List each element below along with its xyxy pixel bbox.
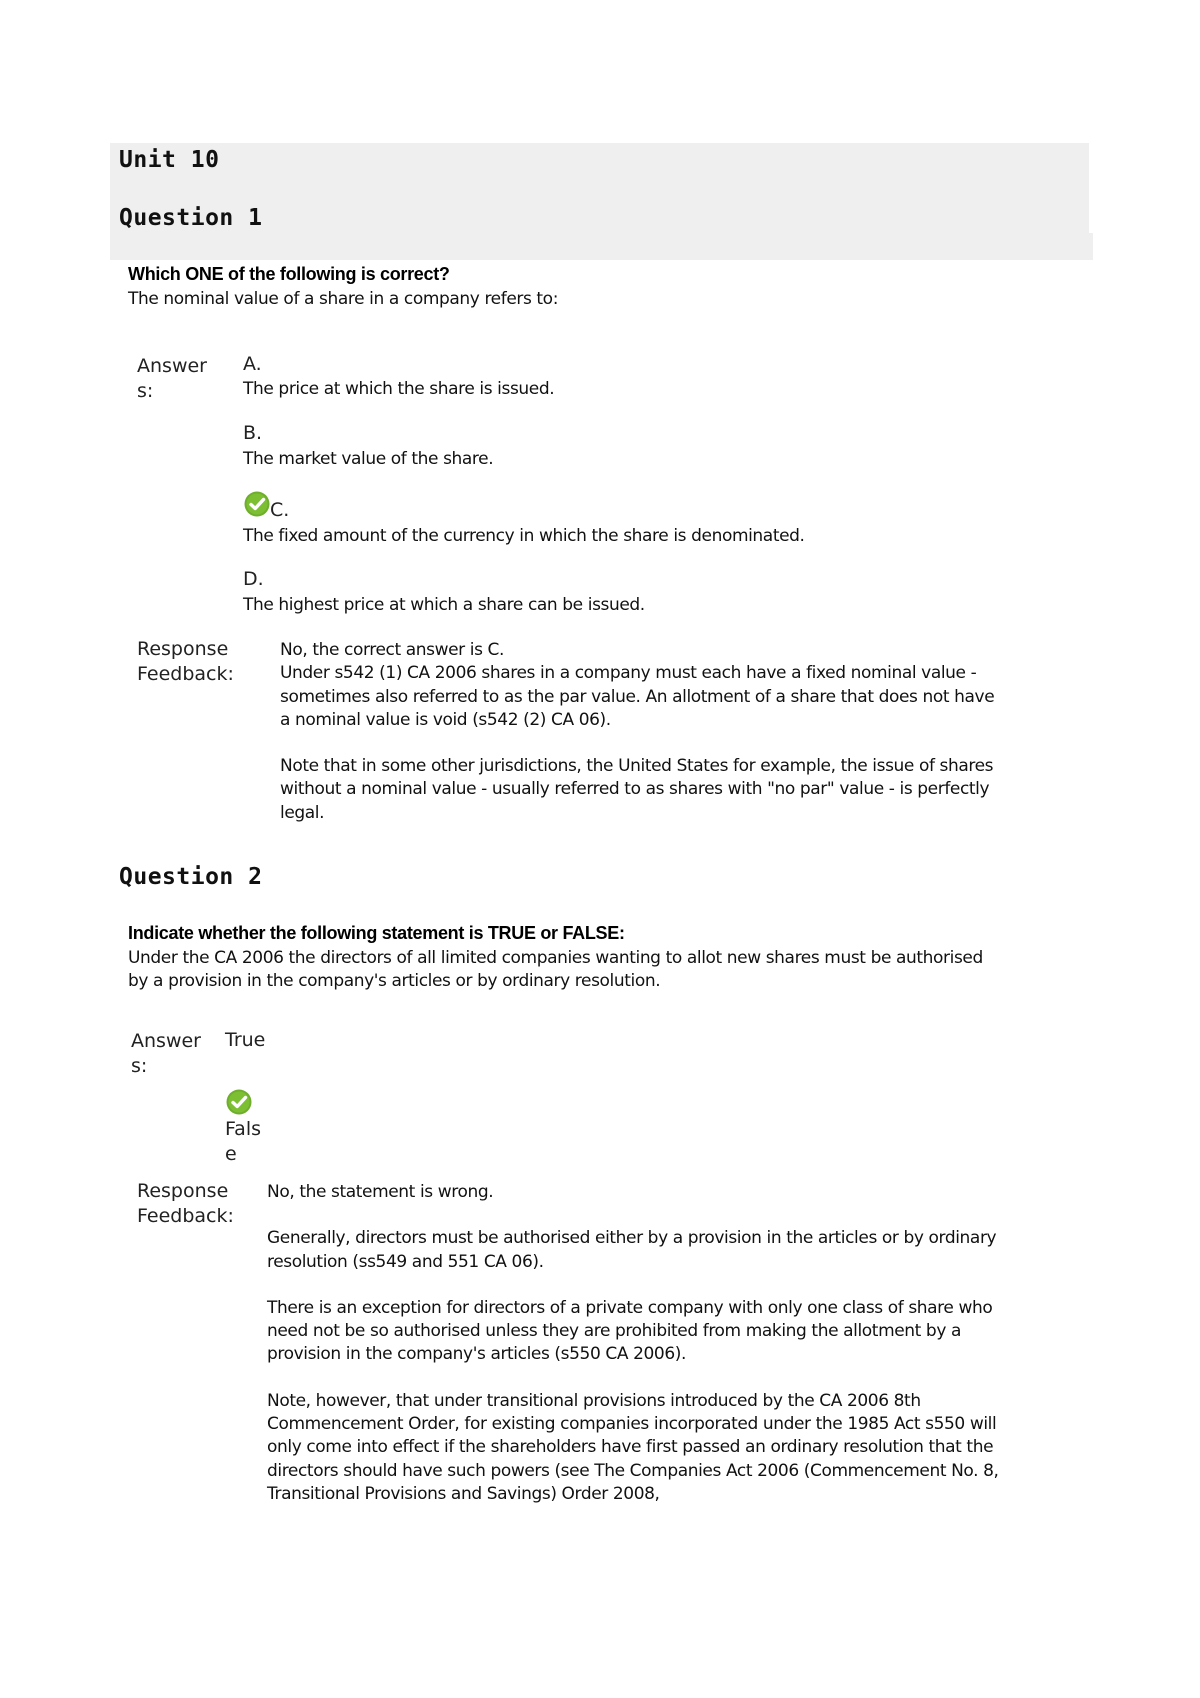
q2-feedback-para-2: Generally, directors must be authorised either by a provision in the articles or by ordinary resolution (ss549 and 551 CA 06). (267, 1228, 997, 1272)
q1-option-b-letter: B. (243, 422, 263, 444)
q1-instruction: Which ONE of the following is correct? (128, 264, 450, 284)
question-2-heading: Question 2 (119, 864, 263, 890)
q1-feedback-para-2: Under s542 (1) CA 2006 shares in a company must each have a fixed nominal value - sometimes also referred to as the par value. An allotment of a share that does not have a nominal value is void (s542 (2) CA 06). (280, 663, 995, 730)
q1-option-d-letter: D. (243, 568, 264, 590)
header-band (110, 143, 1089, 260)
q2-option-false[interactable]: Fals e (225, 1118, 262, 1165)
q1-option-a-letter: A. (243, 353, 262, 375)
q2-feedback-line-1: No, the statement is wrong. (267, 1182, 494, 1202)
q1-feedback-label: Response Feedback: (137, 638, 234, 685)
q1-feedback-line-1: No, the correct answer is C. (280, 640, 505, 660)
q1-option-c-letter: C. (270, 499, 290, 521)
q1-prompt: The nominal value of a share in a company refers to: (128, 289, 559, 309)
q1-option-c-text[interactable]: The fixed amount of the currency in which the share is denominated. (243, 526, 805, 546)
q2-instruction: Indicate whether the following statement is TRUE or FALSE: (128, 923, 625, 943)
q1-feedback-para-3: Note that in some other jurisdictions, the United States for example, the issue of shares without a nominal value - usually referred to as shares with "no par" value - is perfectly legal. (280, 756, 994, 823)
q1-option-b-text[interactable]: The market value of the share. (243, 449, 494, 469)
q2-feedback-para-4: Note, however, that under transitional provisions introduced by the CA 2006 8th Commencement Order, for existing companies incorporated under the 1985 Act s550 will only come into effect if the shareholders have first passed an ordinary resolution that the directors should have such powers (see The Companies Act 2006 (Commencement No. 8, Transitional Provisions and Savings) Order 2008, (267, 1390, 999, 1504)
check-circle-icon (244, 491, 270, 517)
q2-feedback-para-3: There is an exception for directors of a private company with only one class of share who need not be so authorised unless they are prohibited from making the allotment by a provision in the company's articles (s550 CA 2006). (267, 1297, 993, 1365)
q1-option-d-text[interactable]: The highest price at which a share can be issued. (243, 595, 645, 615)
q1-feedback (280, 639, 1005, 848)
q2-answers-label: Answer s: (131, 1030, 201, 1077)
q1-option-a-text[interactable]: The price at which the share is issued. (243, 379, 555, 399)
unit-title: Unit 10 (119, 147, 220, 173)
q2-option-true[interactable]: True (225, 1029, 266, 1051)
q2-feedback-label: Response Feedback: (137, 1180, 234, 1227)
q2-prompt: Under the CA 2006 the directors of all limited companies wanting to allot new shares must be authorised by a provision in the company's articles or by ordinary resolution. (128, 948, 983, 991)
q1-answers-label: Answer s: (137, 355, 207, 402)
check-circle-icon (226, 1089, 252, 1115)
question-1-heading: Question 1 (119, 205, 263, 231)
q2-feedback (267, 1181, 1007, 1529)
